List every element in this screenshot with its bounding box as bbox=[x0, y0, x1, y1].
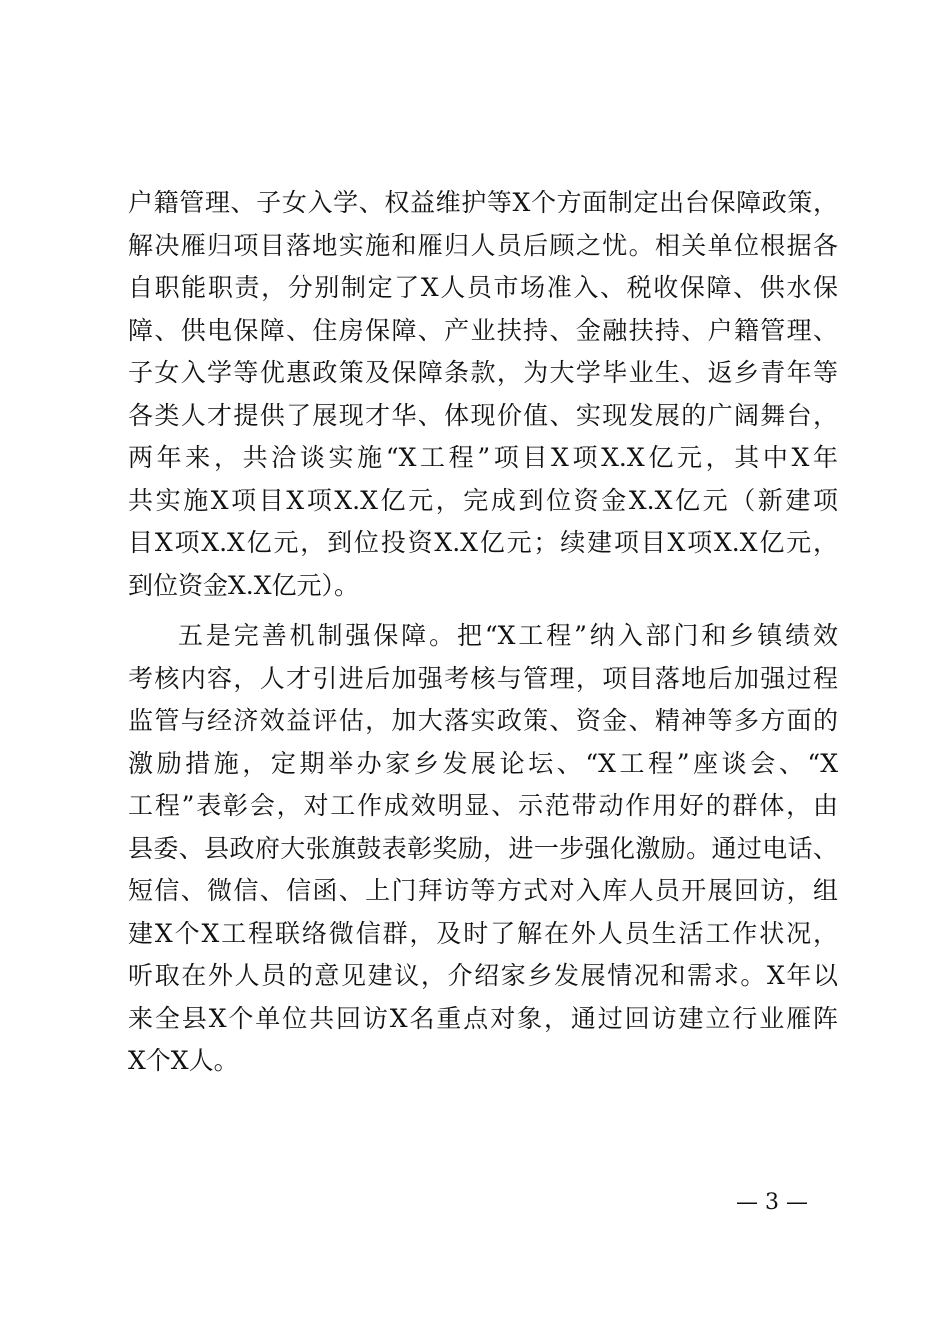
paragraph-line: 户籍管理、子女入学、权益维护等X个方面制定出台保障政策， bbox=[128, 188, 838, 217]
paragraph-line: 障、供电保障、住房保障、产业扶持、金融扶持、户籍管理、 bbox=[128, 315, 838, 345]
paragraph-line: 解决雁归项目落地实施和雁归人员后顾之忧。相关单位根据各 bbox=[128, 230, 838, 260]
body-text bbox=[128, 182, 838, 1083]
paragraph-line: 短信、微信、信函、上门拜访等方式对入库人员开展回访，组 bbox=[128, 876, 838, 905]
paragraph-line: 考核内容，人才引进后加强考核与管理，项目落地后加强过程 bbox=[128, 663, 838, 693]
paragraph-line: 各类人才提供了展现才华、体现价值、实现发展的广阔舞台， bbox=[128, 400, 838, 430]
paragraph-line: 县委、县政府大张旗鼓表彰奖励，进一步强化激励。通过电话、 bbox=[128, 833, 838, 863]
paragraph-1 bbox=[128, 182, 838, 607]
paragraph-line: 五是完善机制强保障。把“X工程”纳入部门和乡镇绩效 bbox=[178, 621, 838, 650]
paragraph-line: 到位资金X.X亿元）。 bbox=[128, 570, 360, 600]
paragraph-line: 目X项X.X亿元，到位投资X.X亿元；续建项目X项X.X亿元， bbox=[128, 528, 838, 557]
paragraph-line: 来全县X个单位共回访X名重点对象，通过回访建立行业雁阵 bbox=[128, 1003, 838, 1033]
paragraph-line: 听取在外人员的意见建议，介绍家乡发展情况和需求。X年以 bbox=[128, 961, 838, 990]
paragraph-spacer bbox=[128, 607, 838, 615]
paragraph-line: 子女入学等优惠政策及保障条款，为大学毕业生、返乡青年等 bbox=[128, 358, 838, 387]
paragraph-line: 两年来，共洽谈实施“X工程”项目X项X.X亿元，其中X年 bbox=[128, 443, 838, 472]
paragraph-line: 建X个X工程联络微信群，及时了解在外人员生活工作状况， bbox=[128, 918, 838, 948]
paragraph-line: 激励措施，定期举办家乡发展论坛、“X工程”座谈会、“X bbox=[128, 748, 838, 778]
page-number: — 3 — bbox=[736, 1190, 808, 1215]
paragraph-line: 共实施X项目X项X.X亿元，完成到位资金X.X亿元（新建项 bbox=[128, 485, 838, 515]
paragraph-line: 监管与经济效益评估，加大落实政策、资金、精神等多方面的 bbox=[128, 706, 838, 735]
paragraph-line: 工程”表彰会，对工作成效明显、示范带动作用好的群体，由 bbox=[128, 791, 838, 820]
paragraph-line: 自职能职责，分别制定了X人员市场准入、税收保障、供水保 bbox=[128, 273, 838, 302]
paragraph-2 bbox=[128, 615, 838, 1083]
paragraph-line: X个X人。 bbox=[128, 1046, 239, 1075]
